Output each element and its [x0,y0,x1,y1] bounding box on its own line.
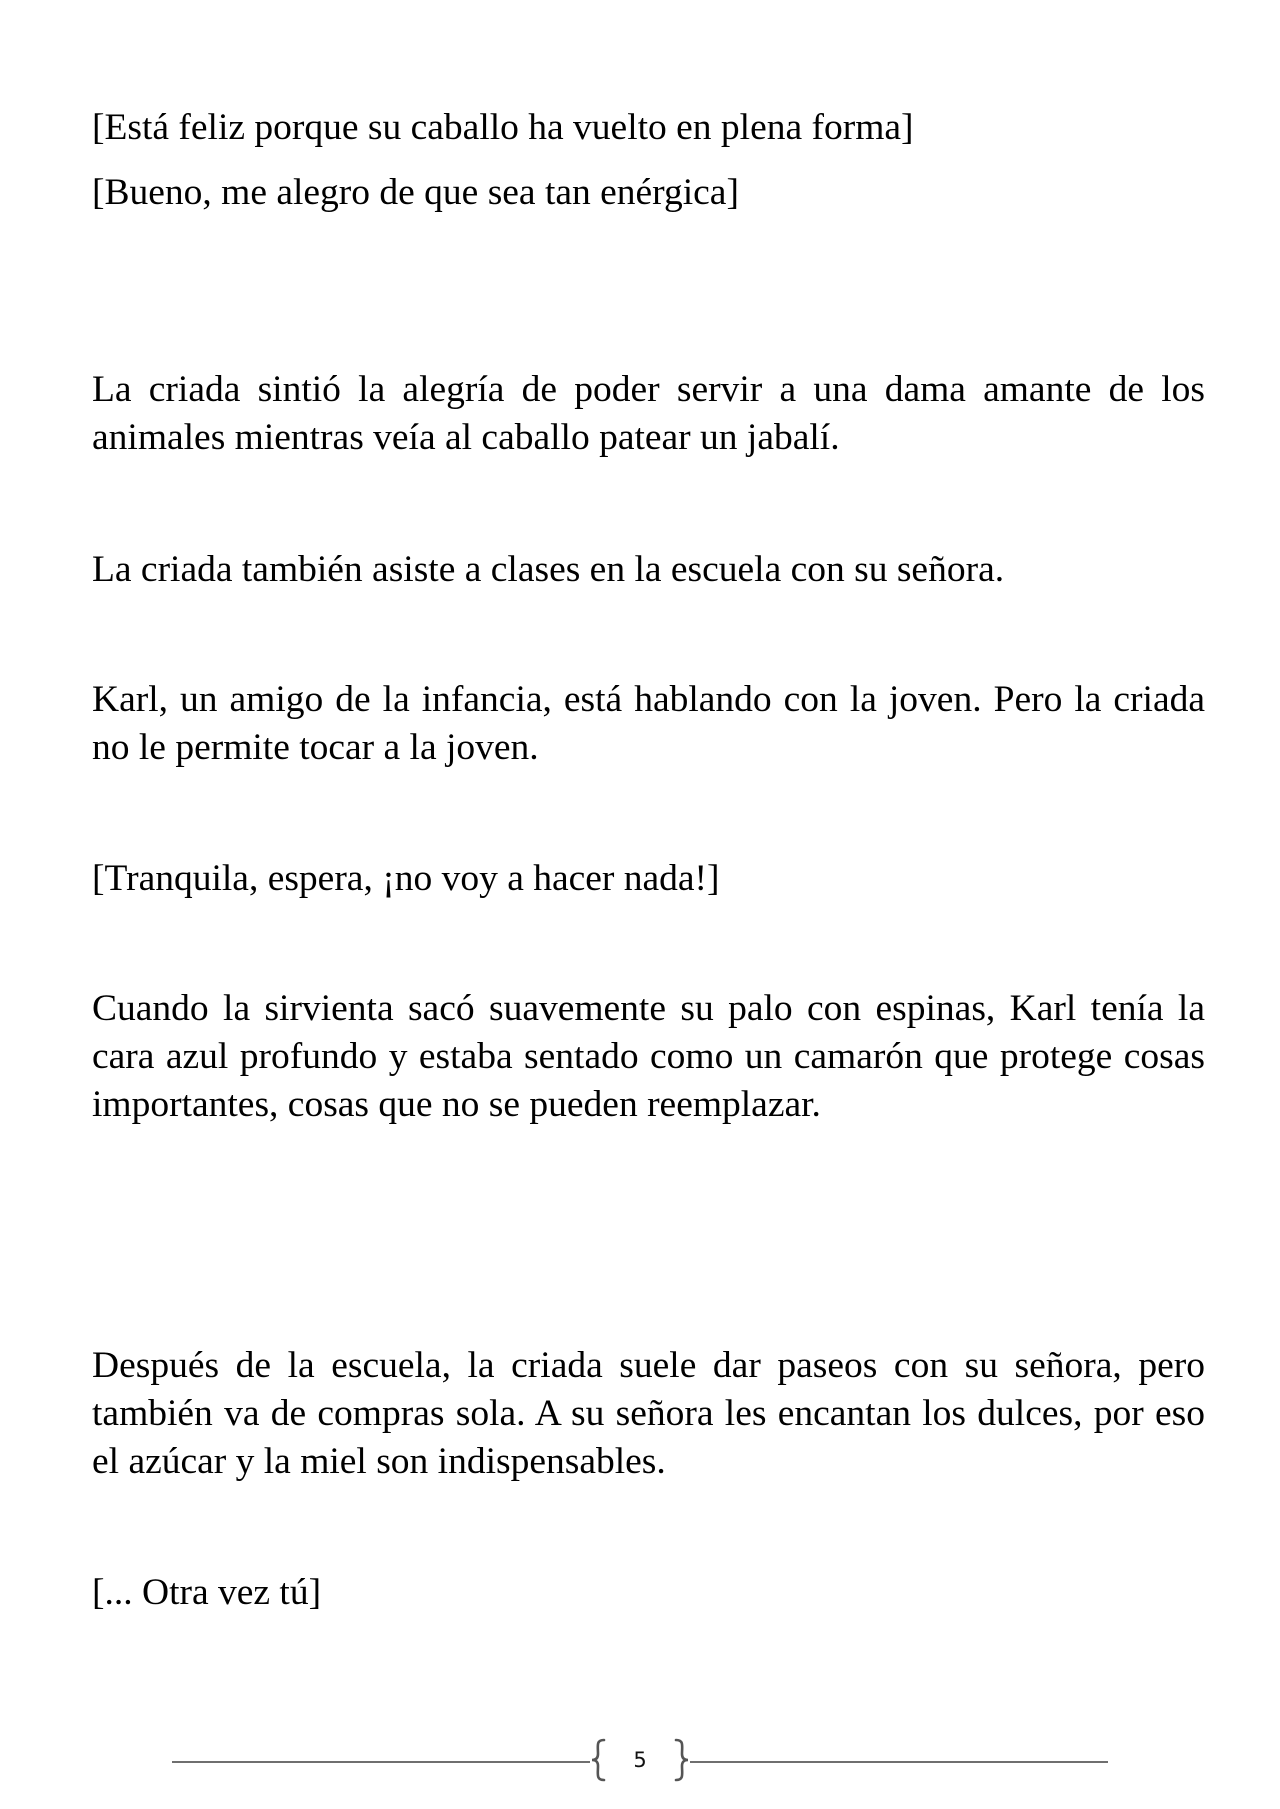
dialogue-line-1: [Está feliz porque su caballo ha vuelto en plena forma] [92,107,914,148]
footer-rule-left [172,1761,590,1763]
right-bracket-icon [672,1738,690,1782]
page-number: 5 [633,1748,647,1772]
dialogue-line-2: [Bueno, me alegro de que sea tan enérgica] [92,172,739,213]
page-footer [172,1738,1108,1786]
paragraph-1: La criada sintió la alegría de poder servir a una dama amante de los animales mientras veía al caballo patear un jabalí. [92,369,1205,458]
paragraph-3: Karl, un amigo de la infancia, está hablando con la joven. Pero la criada no le permite tocar a la joven. [92,679,1205,768]
paragraph-2: La criada también asiste a clases en la escuela con su señora. [92,549,1005,590]
dialogue-line-4: [... Otra vez tú] [92,1572,322,1613]
footer-rule-right [690,1761,1108,1763]
paragraph-4: Cuando la sirvienta sacó suavemente su palo con espinas, Karl tenía la cara azul profundo y estaba sentado como un camarón que protege cosas importantes, cosas que no se pueden reemplazar. [92,988,1205,1125]
left-bracket-icon [590,1738,608,1782]
paragraph-5: Después de la escuela, la criada suele dar paseos con su señora, pero también va de compras sola. A su señora les encantan los dulces, por eso el azúcar y la miel son indispensables. [92,1345,1205,1482]
dialogue-line-3: [Tranquila, espera, ¡no voy a hacer nada!] [92,858,720,899]
